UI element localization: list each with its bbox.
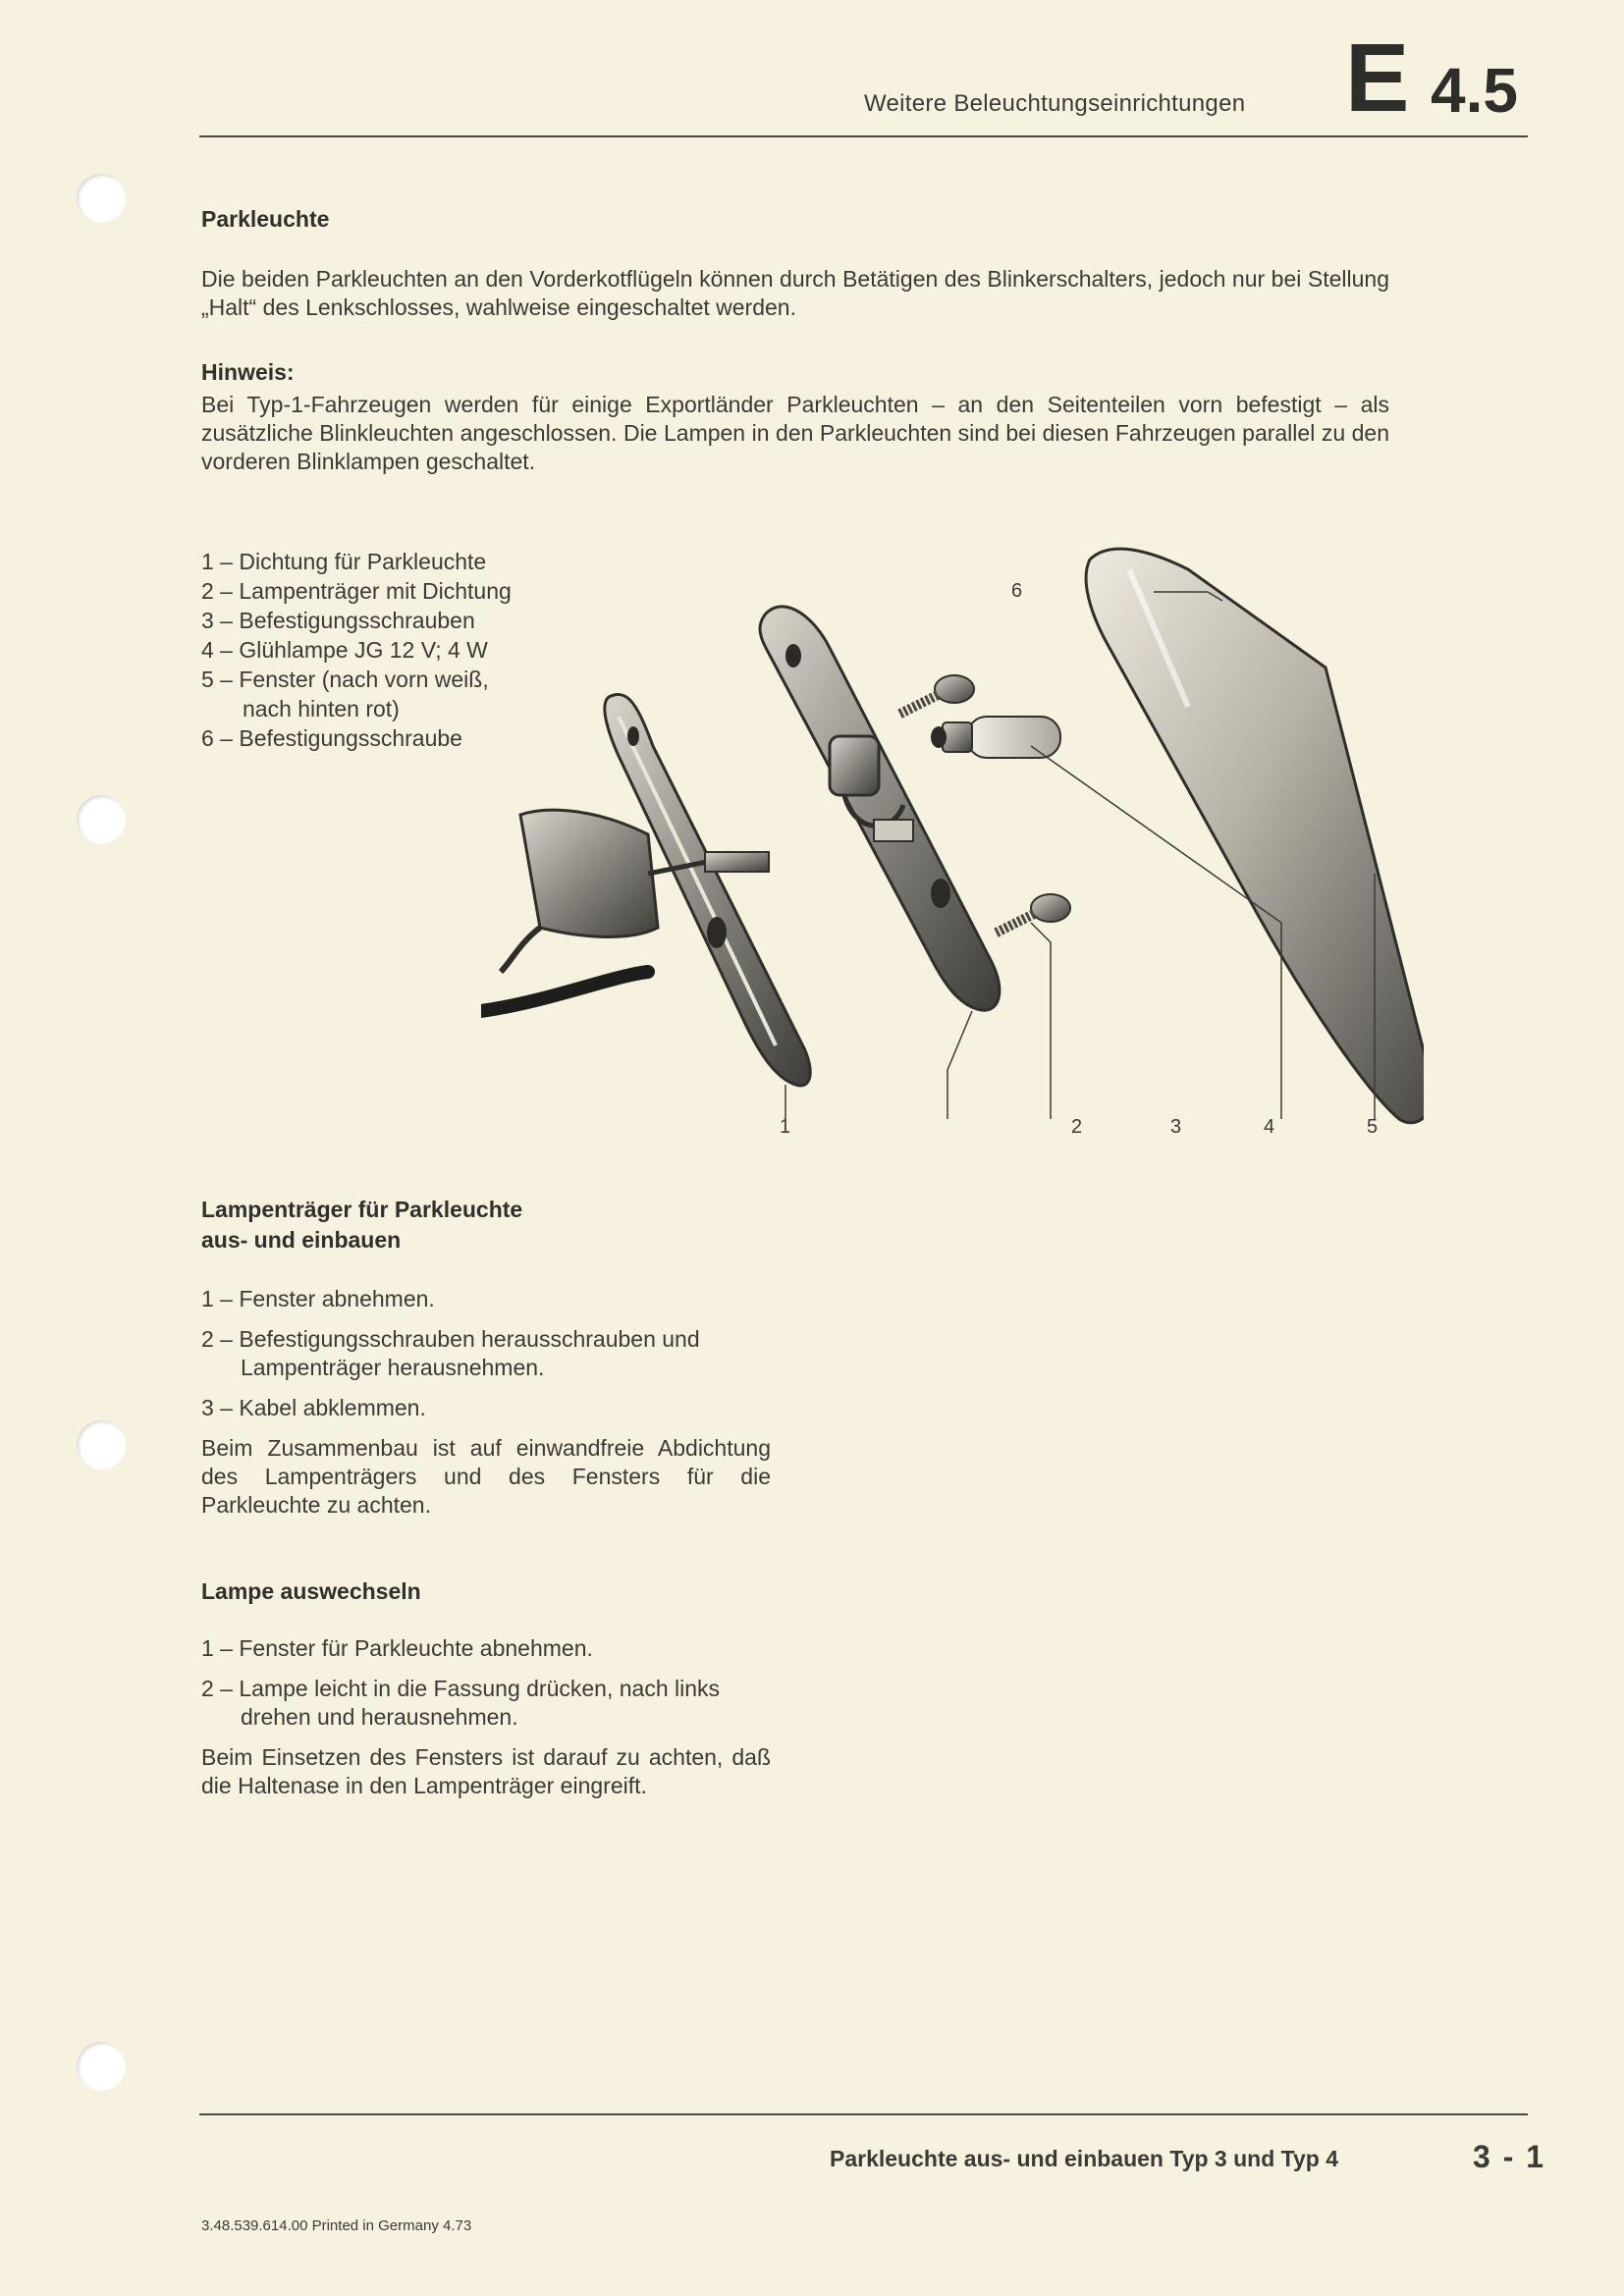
section-lamp-carrier: [201, 1197, 771, 1520]
section-lamp-replace: [201, 1578, 771, 1800]
section-note: Beim Zusammenbau ist auf einwandfreie Abdichtung des Lampenträgers und des Fensters für die Parkleuchte zu achten.: [201, 1435, 771, 1518]
step-item: 1 – Fenster für Parkleuchte abnehmen.: [201, 1635, 593, 1661]
section-heading: Lampe auswechseln: [201, 1578, 421, 1604]
step-item: 1 – Fenster abnehmen.: [201, 1286, 435, 1311]
print-info: 3.48.539.614.00 Printed in Germany 4.73: [201, 2217, 472, 2234]
callout-4: 4: [1264, 1116, 1275, 1138]
legend-item: 6 – Befestigungsschraube: [201, 725, 462, 751]
note-heading: Hinweis:: [201, 359, 295, 385]
step-item: 3 – Kabel abklemmen.: [201, 1395, 426, 1420]
callout-3: 3: [1170, 1116, 1182, 1138]
header-title: Weitere Beleuchtungseinrichtungen: [864, 90, 1246, 117]
section-note: Beim Einsetzen des Fensters ist darauf zu achten, daß die Haltenase in den Lampenträger eingreift.: [201, 1744, 771, 1798]
gasket-part-1: [481, 694, 810, 1086]
legend-item: 4 – Glühlampe JG 12 V; 4 W: [201, 637, 488, 663]
footer-title: Parkleuchte aus- und einbauen Typ 3 und Typ 4: [830, 2146, 1339, 2171]
parking-light-exploded-figure: [481, 540, 1424, 1148]
header-rule: [199, 135, 1528, 137]
legend-item: 2 – Lampenträger mit Dichtung: [201, 578, 512, 604]
page-number: 3 - 1: [1473, 2139, 1546, 2174]
step-item: 2 – Lampe leicht in die Fassung drücken, nach links drehen und herausnehmen.: [201, 1676, 721, 1730]
callout-1: 1: [780, 1116, 791, 1138]
legend-item: 5 – Fenster (nach vorn weiß,: [201, 667, 489, 692]
binder-hole: [77, 2042, 126, 2091]
callout-6: 6: [1011, 580, 1023, 602]
bulb-part-4: [931, 717, 1060, 758]
section-letter: E: [1345, 24, 1410, 132]
callout-5: 5: [1367, 1116, 1379, 1138]
footer-rule: [199, 2113, 1528, 2115]
step-item: 2 – Befestigungsschrauben herausschrauben und Lampenträger herausnehmen.: [201, 1326, 700, 1380]
intro-heading: Parkleuchte: [201, 206, 330, 232]
callout-2: 2: [1071, 1116, 1083, 1138]
binder-hole: [77, 795, 126, 844]
lamp-carrier-part-2: [760, 607, 1000, 1010]
intro-paragraph: Die beiden Parkleuchten an den Vorderkotflügeln können durch Betätigen des Blinkerschalters, jedoch nur bei Stellung „Halt“ des Lenkschlosses, wahlweise eingeschaltet werden.: [201, 266, 1389, 320]
lens-part-5: [1086, 549, 1424, 1123]
binder-hole: [77, 1420, 126, 1469]
legend-item: 3 – Befestigungsschrauben: [201, 608, 475, 633]
legend-item: 1 – Dichtung für Parkleuchte: [201, 549, 487, 574]
binder-hole: [77, 174, 126, 223]
section-number: 4.5: [1431, 55, 1518, 126]
legend-item: nach hinten rot): [243, 696, 400, 721]
figure-legend: [201, 547, 512, 753]
note-paragraph: Bei Typ-1-Fahrzeugen werden für einige Exportländer Parkleuchten – an den Seitenteilen vorn befestigt – als zusätzliche Blinkleuchten angeschlossen. Die Lampen in den Parkleuchten sind bei diesen Fahrzeugen parallel zu den vorderen Blinklampen geschaltet.: [201, 392, 1389, 474]
section-heading: aus- und einbauen: [201, 1227, 402, 1253]
section-heading: Lampenträger für Parkleuchte: [201, 1197, 523, 1222]
